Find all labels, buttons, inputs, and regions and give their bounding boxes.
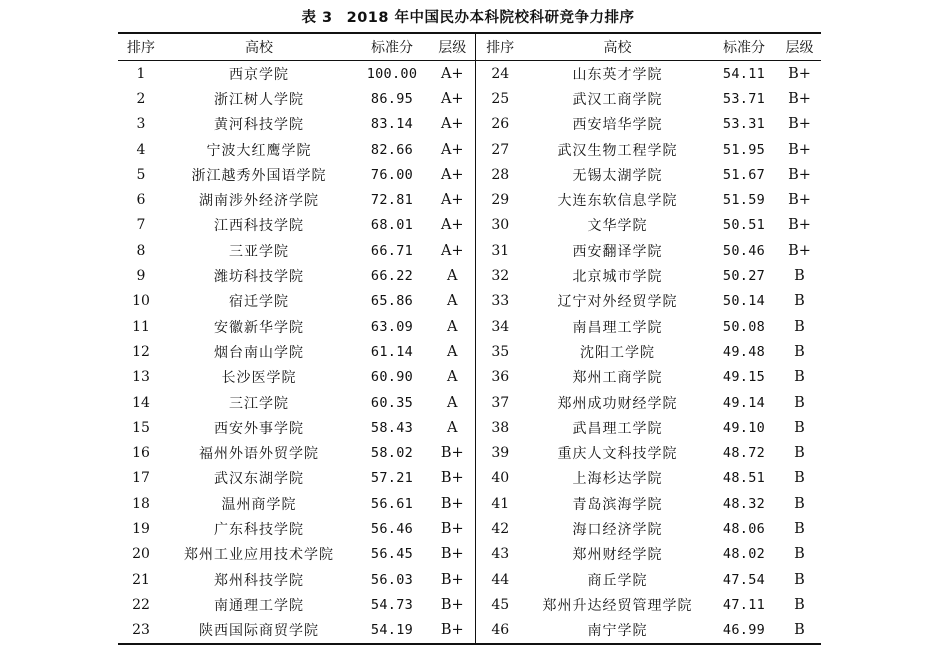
left-level-cell: A+ (440, 65, 464, 82)
left-rank-cell: 7 (136, 217, 146, 234)
left-school-cell: 南通理工学院 (214, 597, 304, 614)
right-level-cell: B (794, 546, 805, 563)
right-school-cell: 海口经济学院 (572, 521, 663, 538)
left-school-cell: 潍坊科技学院 (214, 269, 304, 286)
left-rank-cell: 10 (132, 293, 150, 310)
table-row (118, 61, 821, 87)
ranking-table-frame (118, 32, 821, 645)
left-level-cell: A (447, 419, 458, 436)
right-level-cell: B (794, 445, 805, 462)
left-rank-cell: 2 (136, 90, 146, 107)
table-row (118, 162, 821, 187)
left-level-cell: A+ (440, 192, 464, 209)
right-school-cell: 武汉工商学院 (572, 91, 663, 108)
left-score-cell: 82.66 (370, 141, 414, 158)
left-level-cell: A+ (440, 116, 464, 133)
left-school-cell: 湖南涉外经济学院 (199, 193, 319, 210)
left-rank-cell: 15 (132, 419, 150, 436)
left-school-cell: 武汉东湖学院 (214, 471, 304, 488)
table-row (118, 86, 821, 111)
left-level-cell: A+ (440, 242, 464, 259)
left-level-cell: B+ (440, 546, 464, 563)
right-score-cell: 50.51 (722, 217, 766, 234)
left-school-cell: 温州商学院 (221, 496, 297, 513)
left-level-cell: A+ (440, 141, 464, 158)
header-level-right: 层级 (778, 34, 821, 61)
right-rank-cell: 32 (475, 263, 525, 288)
left-level-cell: B+ (440, 445, 464, 462)
left-level-cell: B+ (440, 470, 464, 487)
left-level-cell: A (447, 293, 458, 310)
header-row (118, 34, 821, 61)
left-score-cell: 63.09 (370, 318, 414, 335)
right-score-cell: 53.71 (722, 90, 766, 107)
left-school-cell: 三亚学院 (229, 243, 289, 260)
right-score-cell: 48.72 (722, 445, 766, 462)
left-score-cell: 58.02 (370, 445, 414, 462)
right-rank-cell: 38 (475, 415, 525, 440)
right-school-cell: 西安翻译学院 (572, 243, 663, 260)
left-rank-cell: 1 (136, 65, 146, 82)
right-school-cell: 南宁学院 (587, 623, 648, 640)
right-score-cell: 54.11 (722, 65, 766, 82)
right-level-cell: B+ (788, 166, 811, 183)
left-level-cell: A+ (440, 217, 464, 234)
right-rank-cell: 45 (475, 592, 525, 617)
right-score-cell: 48.02 (722, 546, 766, 563)
left-level-cell: A+ (440, 90, 464, 107)
right-rank-cell: 24 (475, 61, 525, 87)
left-score-cell: 61.14 (370, 343, 414, 360)
header-school-right: 高校 (525, 34, 710, 61)
right-rank-cell: 44 (475, 567, 525, 592)
table-row (118, 491, 821, 516)
left-score-cell: 100.00 (366, 65, 418, 82)
left-school-cell: 宿迁学院 (229, 294, 289, 311)
right-score-cell: 47.11 (722, 596, 766, 613)
right-school-cell: 西安培华学院 (572, 117, 663, 134)
right-score-cell: 53.31 (722, 116, 766, 133)
left-school-cell: 福州外语外贸学院 (199, 446, 319, 463)
right-level-cell: B (794, 268, 805, 285)
right-school-cell: 沈阳工学院 (580, 344, 655, 361)
left-score-cell: 54.73 (370, 596, 414, 613)
table-row (118, 440, 821, 465)
table-row (118, 516, 821, 541)
table-row (118, 112, 821, 137)
table-row (118, 213, 821, 238)
right-score-cell: 47.54 (722, 571, 766, 588)
right-school-cell: 武昌理工学院 (572, 420, 663, 437)
left-rank-cell: 16 (132, 445, 150, 462)
right-rank-cell: 30 (475, 213, 525, 238)
right-rank-cell: 33 (475, 289, 525, 314)
left-rank-cell: 6 (136, 192, 146, 209)
left-rank-cell: 14 (132, 394, 150, 411)
right-school-cell: 武汉生物工程学院 (557, 142, 678, 159)
left-score-cell: 66.22 (370, 268, 414, 285)
right-rank-cell: 39 (475, 440, 525, 465)
header-rank-left: 排序 (118, 34, 164, 61)
left-level-cell: A (447, 394, 458, 411)
right-rank-cell: 25 (475, 86, 525, 111)
left-score-cell: 56.61 (370, 495, 414, 512)
right-score-cell: 49.48 (722, 343, 766, 360)
right-score-cell: 50.08 (722, 318, 766, 335)
table-number: 表 3 (301, 10, 333, 26)
left-rank-cell: 9 (136, 268, 146, 285)
right-level-cell: B (794, 394, 805, 411)
right-rank-cell: 41 (475, 491, 525, 516)
right-school-cell: 无锡太湖学院 (572, 167, 663, 184)
table-row (118, 289, 821, 314)
right-score-cell: 51.95 (722, 141, 766, 158)
right-rank-cell: 29 (475, 187, 525, 212)
table-row (118, 618, 821, 643)
left-score-cell: 68.01 (370, 217, 414, 234)
left-school-cell: 广东科技学院 (214, 521, 304, 538)
table-row (118, 466, 821, 491)
right-level-cell: B (794, 520, 805, 537)
table-body (118, 61, 821, 643)
left-level-cell: A (447, 268, 458, 285)
right-school-cell: 商丘学院 (587, 572, 648, 589)
header-rank-right: 排序 (475, 34, 525, 61)
right-level-cell: B (794, 571, 805, 588)
left-level-cell: B+ (440, 495, 464, 512)
left-rank-cell: 18 (132, 495, 150, 512)
header-school-left: 高校 (164, 34, 354, 61)
left-level-cell: B+ (440, 596, 464, 613)
left-school-cell: 西京学院 (229, 66, 289, 83)
table-row (118, 415, 821, 440)
ranking-table (118, 34, 821, 643)
right-level-cell: B (794, 419, 805, 436)
right-level-cell: B (794, 495, 805, 512)
left-rank-cell: 21 (132, 571, 150, 588)
left-rank-cell: 17 (132, 470, 150, 487)
right-score-cell: 48.51 (722, 470, 766, 487)
table-row (118, 339, 821, 364)
left-rank-cell: 20 (132, 546, 150, 563)
left-school-cell: 三江学院 (229, 395, 289, 412)
right-level-cell: B+ (788, 116, 811, 133)
left-rank-cell: 8 (136, 242, 146, 259)
left-school-cell: 黄河科技学院 (214, 117, 304, 134)
right-level-cell: B+ (788, 90, 811, 107)
left-level-cell: A (447, 318, 458, 335)
right-school-cell: 大连东软信息学院 (557, 193, 678, 210)
right-level-cell: B+ (788, 242, 811, 259)
right-score-cell: 46.99 (722, 622, 766, 639)
left-score-cell: 66.71 (370, 242, 414, 259)
left-school-cell: 浙江越秀外国语学院 (191, 167, 327, 184)
left-level-cell: B+ (440, 520, 464, 537)
left-rank-cell: 23 (132, 622, 150, 639)
right-level-cell: B (794, 293, 805, 310)
table-row (118, 137, 821, 162)
right-school-cell: 辽宁对外经贸学院 (557, 294, 678, 311)
left-score-cell: 56.45 (370, 546, 414, 563)
left-school-cell: 江西科技学院 (214, 218, 304, 235)
table-row (118, 592, 821, 617)
table-row (118, 314, 821, 339)
right-rank-cell: 43 (475, 542, 525, 567)
right-rank-cell: 26 (475, 112, 525, 137)
left-school-cell: 郑州科技学院 (214, 572, 304, 589)
right-score-cell: 48.06 (722, 520, 766, 537)
right-school-cell: 郑州工商学院 (572, 370, 663, 387)
right-school-cell: 青岛滨海学院 (572, 496, 663, 513)
table-row (118, 238, 821, 263)
right-score-cell: 50.14 (722, 293, 766, 310)
right-school-cell: 南昌理工学院 (572, 319, 663, 336)
right-rank-cell: 31 (475, 238, 525, 263)
right-level-cell: B+ (788, 65, 811, 82)
left-score-cell: 56.03 (370, 571, 414, 588)
right-score-cell: 50.46 (722, 242, 766, 259)
right-score-cell: 48.32 (722, 495, 766, 512)
right-school-cell: 郑州成功财经学院 (557, 395, 678, 412)
left-rank-cell: 19 (132, 520, 150, 537)
table-row (118, 365, 821, 390)
table-title: 2018 年中国民办本科院校科研竞争力排序 (346, 10, 635, 26)
right-rank-cell: 42 (475, 516, 525, 541)
left-school-cell: 烟台南山学院 (214, 344, 304, 361)
right-rank-cell: 27 (475, 137, 525, 162)
left-rank-cell: 22 (132, 596, 150, 613)
left-school-cell: 陕西国际商贸学院 (199, 623, 319, 640)
left-score-cell: 86.95 (370, 90, 414, 107)
right-school-cell: 郑州财经学院 (572, 547, 663, 564)
right-school-cell: 山东英才学院 (572, 66, 663, 83)
table-row (118, 390, 821, 415)
right-level-cell: B+ (788, 217, 811, 234)
right-rank-cell: 40 (475, 466, 525, 491)
right-level-cell: B+ (788, 192, 811, 209)
header-level-left: 层级 (430, 34, 475, 61)
right-rank-cell: 36 (475, 365, 525, 390)
right-rank-cell: 46 (475, 618, 525, 643)
right-school-cell: 重庆人文科技学院 (557, 446, 678, 463)
right-score-cell: 49.10 (722, 419, 766, 436)
left-score-cell: 65.86 (370, 293, 414, 310)
right-score-cell: 51.67 (722, 166, 766, 183)
left-school-cell: 郑州工业应用技术学院 (184, 547, 334, 564)
right-level-cell: B (794, 470, 805, 487)
right-level-cell: B (794, 318, 805, 335)
right-score-cell: 49.15 (722, 369, 766, 386)
left-rank-cell: 13 (132, 369, 150, 386)
left-rank-cell: 12 (132, 343, 150, 360)
header-score-right: 标准分 (710, 34, 778, 61)
left-score-cell: 60.90 (370, 369, 414, 386)
right-level-cell: B (794, 369, 805, 386)
left-rank-cell: 4 (136, 141, 146, 158)
left-rank-cell: 5 (136, 166, 146, 183)
right-score-cell: 51.59 (722, 192, 766, 209)
right-school-cell: 上海杉达学院 (572, 471, 663, 488)
left-rank-cell: 3 (136, 116, 146, 133)
header-score-left: 标准分 (354, 34, 430, 61)
right-school-cell: 北京城市学院 (572, 269, 663, 286)
right-level-cell: B (794, 622, 805, 639)
left-level-cell: A (447, 343, 458, 360)
left-score-cell: 76.00 (370, 166, 414, 183)
right-rank-cell: 28 (475, 162, 525, 187)
right-level-cell: B (794, 596, 805, 613)
left-school-cell: 宁波大红鹰学院 (206, 142, 312, 159)
left-level-cell: A+ (440, 166, 464, 183)
left-level-cell: B+ (440, 622, 464, 639)
right-rank-cell: 37 (475, 390, 525, 415)
right-score-cell: 49.14 (722, 394, 766, 411)
left-score-cell: 83.14 (370, 116, 414, 133)
right-rank-cell: 34 (475, 314, 525, 339)
right-level-cell: B+ (788, 141, 811, 158)
right-level-cell: B (794, 343, 805, 360)
left-school-cell: 浙江树人学院 (214, 91, 304, 108)
left-rank-cell: 11 (132, 318, 150, 335)
table-caption (0, 6, 936, 27)
left-score-cell: 58.43 (370, 419, 414, 436)
left-school-cell: 长沙医学院 (221, 370, 297, 387)
left-school-cell: 安徽新华学院 (214, 319, 304, 336)
left-score-cell: 57.21 (370, 470, 414, 487)
right-school-cell: 郑州升达经贸管理学院 (542, 597, 693, 614)
left-score-cell: 56.46 (370, 520, 414, 537)
left-score-cell: 54.19 (370, 622, 414, 639)
table-row (118, 263, 821, 288)
table-row (118, 542, 821, 567)
right-score-cell: 50.27 (722, 268, 766, 285)
left-school-cell: 西安外事学院 (214, 420, 304, 437)
table-row (118, 187, 821, 212)
right-rank-cell: 35 (475, 339, 525, 364)
left-score-cell: 60.35 (370, 394, 414, 411)
left-score-cell: 72.81 (370, 192, 414, 209)
right-school-cell: 文华学院 (587, 218, 648, 235)
left-level-cell: A (447, 369, 458, 386)
left-level-cell: B+ (440, 571, 464, 588)
table-row (118, 567, 821, 592)
